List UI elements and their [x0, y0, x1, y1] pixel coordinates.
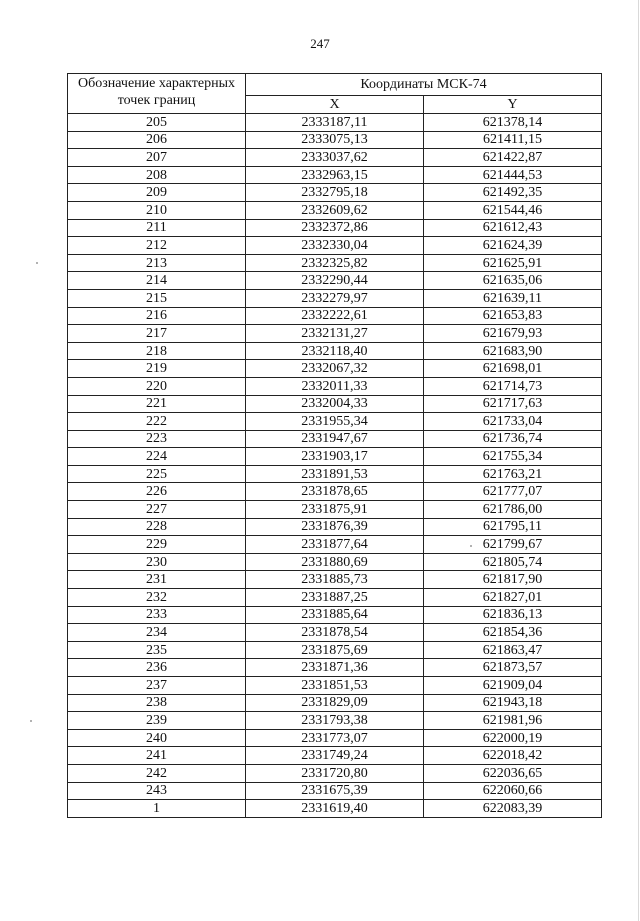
x-coordinate-cell: 2331619,40: [246, 800, 424, 818]
point-cell: 212: [68, 237, 246, 255]
y-coordinate-cell: 621827,01: [424, 589, 602, 607]
y-coordinate-cell: 621873,57: [424, 659, 602, 677]
coordinates-table: [67, 73, 602, 818]
y-coordinate-cell: 621698,01: [424, 360, 602, 378]
point-cell: 239: [68, 712, 246, 730]
x-coordinate-cell: 2331875,69: [246, 641, 424, 659]
table-row: [68, 729, 602, 747]
y-coordinate-cell: 621411,15: [424, 131, 602, 149]
table-row: [68, 764, 602, 782]
y-coordinate-cell: 621943,18: [424, 694, 602, 712]
point-cell: 217: [68, 325, 246, 343]
x-coordinate-cell: 2331675,39: [246, 782, 424, 800]
y-coordinate-cell: 621805,74: [424, 553, 602, 571]
x-coordinate-cell: 2331878,65: [246, 483, 424, 501]
table-row: [68, 589, 602, 607]
x-coordinate-cell: 2332118,40: [246, 342, 424, 360]
table-row: [68, 166, 602, 184]
table-row: [68, 659, 602, 677]
y-coordinate-cell: 621635,06: [424, 272, 602, 290]
y-coordinate-cell: 622060,66: [424, 782, 602, 800]
table-row: [68, 289, 602, 307]
point-cell: 243: [68, 782, 246, 800]
table-row: [68, 677, 602, 695]
x-coordinate-cell: 2331876,39: [246, 518, 424, 536]
x-coordinate-cell: 2332279,97: [246, 289, 424, 307]
table-row: [68, 201, 602, 219]
point-cell: 218: [68, 342, 246, 360]
point-cell: 231: [68, 571, 246, 589]
x-coordinate-cell: 2333075,13: [246, 131, 424, 149]
x-coordinate-cell: 2331720,80: [246, 764, 424, 782]
x-coordinate-cell: 2332325,82: [246, 254, 424, 272]
point-cell: 242: [68, 764, 246, 782]
x-coordinate-cell: 2331877,64: [246, 536, 424, 554]
point-cell: 237: [68, 677, 246, 695]
table-row: [68, 553, 602, 571]
point-cell: 216: [68, 307, 246, 325]
table-row: [68, 712, 602, 730]
point-cell: 222: [68, 413, 246, 431]
y-coordinate-cell: 621817,90: [424, 571, 602, 589]
table-row: [68, 342, 602, 360]
point-cell: 229: [68, 536, 246, 554]
y-coordinate-cell: 621639,11: [424, 289, 602, 307]
y-coordinate-cell: 621863,47: [424, 641, 602, 659]
point-cell: 241: [68, 747, 246, 765]
x-coordinate-cell: 2332131,27: [246, 325, 424, 343]
x-coordinate-cell: 2331749,24: [246, 747, 424, 765]
y-coordinate-cell: 622036,65: [424, 764, 602, 782]
y-coordinate-cell: 622083,39: [424, 800, 602, 818]
table-row: [68, 307, 602, 325]
y-coordinate-cell: 621679,93: [424, 325, 602, 343]
point-cell: 208: [68, 166, 246, 184]
y-coordinate-cell: 621981,96: [424, 712, 602, 730]
y-coordinate-cell: 621733,04: [424, 413, 602, 431]
y-coordinate-cell: 622000,19: [424, 729, 602, 747]
point-cell: 228: [68, 518, 246, 536]
y-coordinate-cell: 621799,67: [424, 536, 602, 554]
y-coordinate-cell: 621422,87: [424, 149, 602, 167]
y-coordinate-cell: 621625,91: [424, 254, 602, 272]
point-cell: 214: [68, 272, 246, 290]
point-cell: 1: [68, 800, 246, 818]
table-row: [68, 325, 602, 343]
page-number: 247: [310, 36, 330, 51]
y-coordinate-cell: 621653,83: [424, 307, 602, 325]
x-coordinate-cell: 2333037,62: [246, 149, 424, 167]
x-coordinate-cell: 2331773,07: [246, 729, 424, 747]
scan-speck: [30, 720, 32, 722]
table-row: [68, 395, 602, 413]
header-row-top: [68, 74, 602, 96]
table-row: [68, 747, 602, 765]
table-row: [68, 536, 602, 554]
x-coordinate-cell: 2333187,11: [246, 114, 424, 132]
x-coordinate-cell: 2332372,86: [246, 219, 424, 237]
point-cell: 232: [68, 589, 246, 607]
x-coordinate-cell: 2332795,18: [246, 184, 424, 202]
x-coordinate-cell: 2331871,36: [246, 659, 424, 677]
x-coordinate-cell: 2332004,33: [246, 395, 424, 413]
y-coordinate-cell: 621683,90: [424, 342, 602, 360]
x-coordinate-cell: 2331793,38: [246, 712, 424, 730]
point-cell: 223: [68, 430, 246, 448]
y-coordinate-cell: 621612,43: [424, 219, 602, 237]
table-row: [68, 483, 602, 501]
y-coordinate-cell: 621795,11: [424, 518, 602, 536]
y-coordinate-cell: 621544,46: [424, 201, 602, 219]
table-row: [68, 571, 602, 589]
x-coordinate-cell: 2331887,25: [246, 589, 424, 607]
y-coordinate-cell: 621492,35: [424, 184, 602, 202]
y-coordinate-cell: 622018,42: [424, 747, 602, 765]
y-coordinate-cell: 621836,13: [424, 606, 602, 624]
point-cell: 234: [68, 624, 246, 642]
coordinates-group-header: Координаты МСК-74: [246, 74, 602, 96]
table-row: [68, 149, 602, 167]
table-body: [68, 114, 602, 818]
scan-edge-line: [638, 0, 639, 921]
y-coordinate-cell: 621777,07: [424, 483, 602, 501]
x-coordinate-cell: 2331851,53: [246, 677, 424, 695]
table-row: [68, 272, 602, 290]
x-coordinate-cell: 2332963,15: [246, 166, 424, 184]
x-coordinate-cell: 2332290,44: [246, 272, 424, 290]
y-coordinate-cell: 621378,14: [424, 114, 602, 132]
y-coordinate-cell: 621444,53: [424, 166, 602, 184]
table-row: [68, 782, 602, 800]
x-coordinate-cell: 2332330,04: [246, 237, 424, 255]
x-coordinate-cell: 2331875,91: [246, 501, 424, 519]
table-row: [68, 430, 602, 448]
x-coordinate-cell: 2331903,17: [246, 448, 424, 466]
table-row: [68, 254, 602, 272]
y-coordinate-cell: 621763,21: [424, 465, 602, 483]
point-cell: 233: [68, 606, 246, 624]
table-row: [68, 624, 602, 642]
point-cell: 206: [68, 131, 246, 149]
y-coordinate-cell: 621786,00: [424, 501, 602, 519]
table-row: [68, 360, 602, 378]
table-row: [68, 518, 602, 536]
point-cell: 224: [68, 448, 246, 466]
point-cell: 215: [68, 289, 246, 307]
y-column-header: Y: [424, 96, 602, 114]
point-cell: 209: [68, 184, 246, 202]
point-label-header: Обозначение характерных точек границ: [68, 74, 246, 114]
y-coordinate-cell: 621755,34: [424, 448, 602, 466]
table-row: [68, 501, 602, 519]
table-row: [68, 237, 602, 255]
x-column-header: X: [246, 96, 424, 114]
x-coordinate-cell: 2331829,09: [246, 694, 424, 712]
point-cell: 226: [68, 483, 246, 501]
table-row: [68, 114, 602, 132]
point-cell: 205: [68, 114, 246, 132]
y-coordinate-cell: 621909,04: [424, 677, 602, 695]
table-row: [68, 184, 602, 202]
y-coordinate-cell: 621717,63: [424, 395, 602, 413]
x-coordinate-cell: 2331947,67: [246, 430, 424, 448]
point-cell: 221: [68, 395, 246, 413]
x-coordinate-cell: 2332067,32: [246, 360, 424, 378]
x-coordinate-cell: 2331891,53: [246, 465, 424, 483]
x-coordinate-cell: 2331955,34: [246, 413, 424, 431]
point-cell: 227: [68, 501, 246, 519]
table-header: [68, 74, 602, 114]
y-coordinate-cell: 621736,74: [424, 430, 602, 448]
y-coordinate-cell: 621854,36: [424, 624, 602, 642]
x-coordinate-cell: 2332222,61: [246, 307, 424, 325]
y-coordinate-cell: 621714,73: [424, 377, 602, 395]
point-cell: 210: [68, 201, 246, 219]
x-coordinate-cell: 2331878,54: [246, 624, 424, 642]
x-coordinate-cell: 2331880,69: [246, 553, 424, 571]
point-cell: 236: [68, 659, 246, 677]
y-coordinate-cell: 621624,39: [424, 237, 602, 255]
table-row: [68, 377, 602, 395]
scan-speck: [36, 262, 38, 264]
table-row: [68, 131, 602, 149]
table-row: [68, 413, 602, 431]
point-cell: 220: [68, 377, 246, 395]
scan-speck: [470, 545, 472, 547]
x-coordinate-cell: 2332609,62: [246, 201, 424, 219]
table-row: [68, 465, 602, 483]
point-cell: 211: [68, 219, 246, 237]
point-cell: 230: [68, 553, 246, 571]
table-row: [68, 448, 602, 466]
table-row: [68, 606, 602, 624]
x-coordinate-cell: 2332011,33: [246, 377, 424, 395]
point-cell: 235: [68, 641, 246, 659]
table-row: [68, 694, 602, 712]
table-row: [68, 641, 602, 659]
table-row: [68, 219, 602, 237]
point-cell: 207: [68, 149, 246, 167]
point-cell: 213: [68, 254, 246, 272]
point-cell: 238: [68, 694, 246, 712]
x-coordinate-cell: 2331885,64: [246, 606, 424, 624]
x-coordinate-cell: 2331885,73: [246, 571, 424, 589]
point-cell: 240: [68, 729, 246, 747]
table-row: [68, 800, 602, 818]
point-cell: 225: [68, 465, 246, 483]
point-cell: 219: [68, 360, 246, 378]
